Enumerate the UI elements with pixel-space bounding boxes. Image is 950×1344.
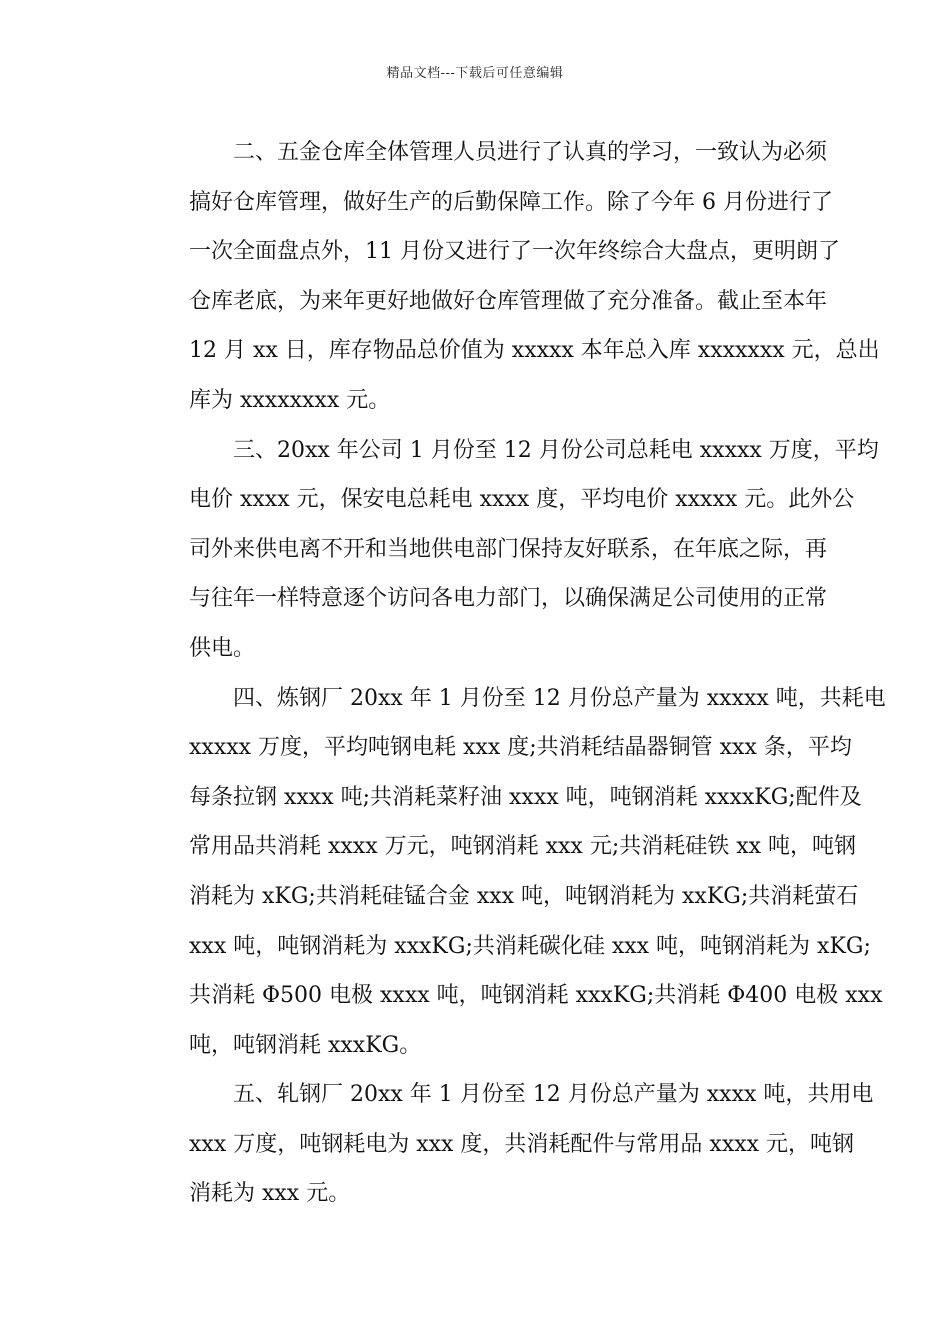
text-line: 搞好仓库管理，做好生产的后勤保障工作。除了今年 6 月份进行了 bbox=[189, 189, 833, 215]
text-line: 消耗为 xxx 元。 bbox=[189, 1181, 351, 1207]
text-line: 五、轧钢厂 20xx 年 1 月份至 12 月份总产量为 xxxx 吨，共用电 bbox=[233, 1082, 874, 1108]
text-line: 吨，吨钢消耗 xxxKG。 bbox=[189, 1032, 422, 1058]
text-line: 供电。 bbox=[189, 635, 256, 661]
text-line: 12 月 xx 日，库存物品总价值为 xxxxx 本年总入库 xxxxxxx 元，总出 bbox=[189, 338, 880, 364]
text-line: 与往年一样特意逐个访问各电力部门，以确保满足公司使用的正常 bbox=[189, 586, 828, 612]
text-line: 一次全面盘点外，11 月份又进行了一次年终综合大盘点，更明朗了 bbox=[189, 239, 840, 265]
text-line: 四、炼钢厂 20xx 年 1 月份至 12 月份总产量为 xxxxx 吨，共耗电 bbox=[233, 685, 886, 711]
text-line: 三、20xx 年公司 1 月份至 12 月份公司总耗电 xxxxx 万度，平均 bbox=[233, 437, 879, 463]
paragraph-inventory bbox=[145, 128, 880, 426]
text-line: 每条拉钢 xxxx 吨;共消耗菜籽油 xxxx 吨，吨钢消耗 xxxxKG;配件及 bbox=[189, 784, 862, 810]
text-line: xxx 吨，吨钢消耗为 xxxKG;共消耗碳化硅 xxx 吨，吨钢消耗为 xKG; bbox=[189, 933, 871, 959]
text-line: 二、五金仓库全体管理人员进行了认真的学习，一致认为必须 bbox=[233, 140, 828, 165]
text-line: 消耗为 xKG;共消耗硅锰合金 xxx 吨，吨钢消耗为 xxKG;共消耗萤石 bbox=[189, 883, 859, 909]
paragraph-electricity bbox=[145, 426, 879, 674]
text-line: 司外来供电离不开和当地供电部门保持友好联系，在年底之际，再 bbox=[189, 536, 828, 562]
text-line: 库为 xxxxxxxx 元。 bbox=[189, 387, 391, 413]
paragraph-steelmaking bbox=[145, 674, 886, 1071]
document-body bbox=[145, 128, 886, 1219]
text-line: 共消耗 Φ500 电极 xxxx 吨，吨钢消耗 xxxKG;共消耗 Φ400 电极 xxx bbox=[189, 983, 883, 1009]
text-line: xxxxx 万度，平均吨钢电耗 xxx 度;共消耗结晶器铜管 xxx 条，平均 bbox=[189, 735, 852, 761]
paragraph-rolling-mill bbox=[145, 1070, 874, 1219]
page-header: 精品文档---下载后可任意编辑 bbox=[386, 66, 564, 81]
text-line: 电价 xxxx 元，保安电总耗电 xxxx 度，平均电价 xxxxx 元。此外公 bbox=[189, 487, 855, 513]
text-line: xxx 万度，吨钢耗电为 xxx 度，共消耗配件与常用品 xxxx 元，吨钢 bbox=[189, 1131, 855, 1157]
text-line: 仓库老底，为来年更好地做好仓库管理做了充分准备。截止至本年 bbox=[189, 288, 828, 314]
text-line: 常用品共消耗 xxxx 万元，吨钢消耗 xxx 元;共消耗硅铁 xx 吨，吨钢 bbox=[189, 834, 857, 860]
